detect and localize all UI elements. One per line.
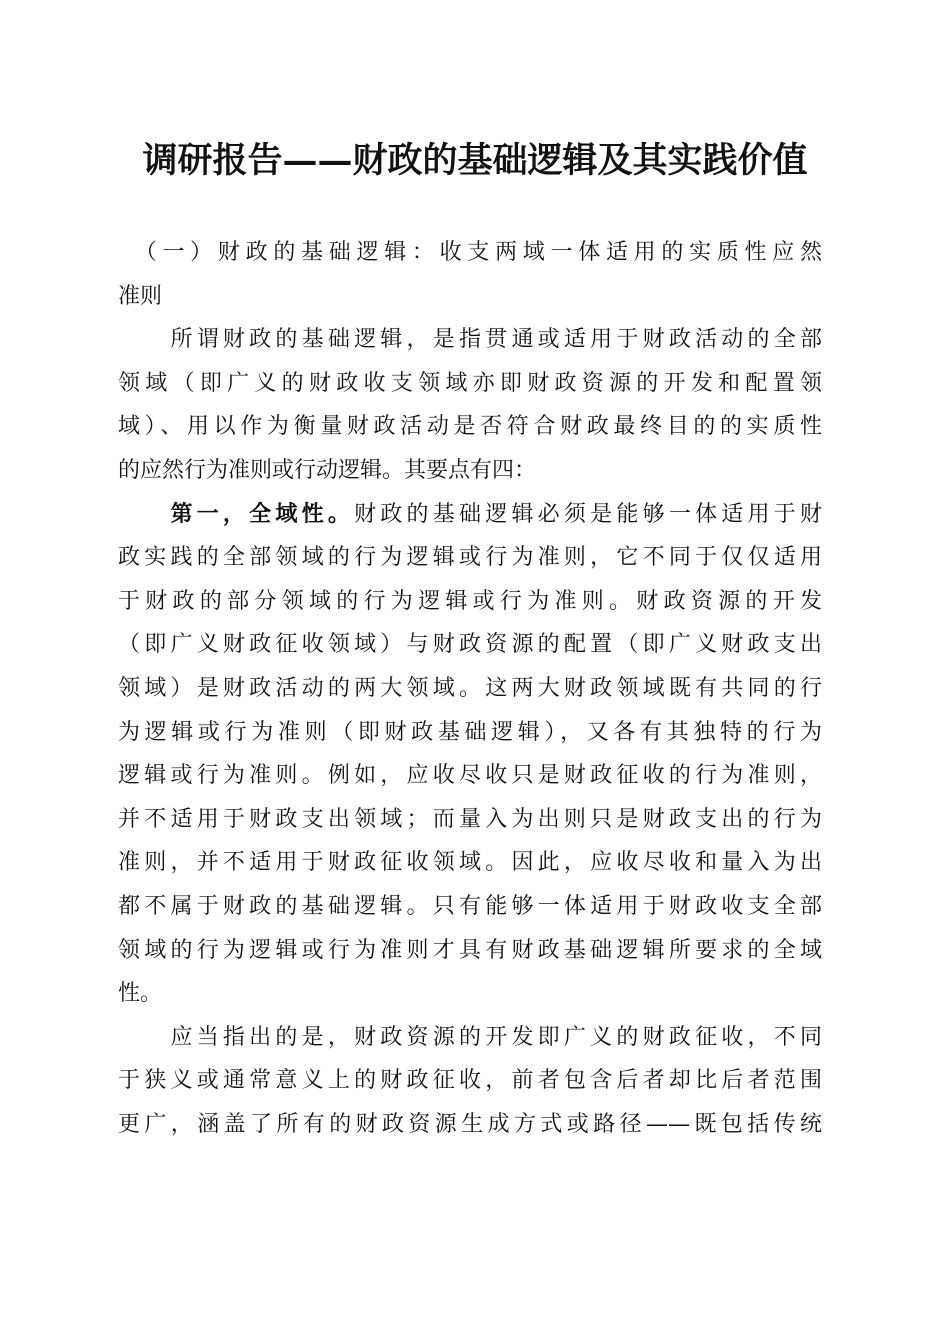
- text-line: [118, 754, 822, 798]
- line-text: 性。: [118, 981, 163, 1007]
- line-text: 逻辑或行为准则。例如，应收尽收只是财政征收的行为准则，: [118, 763, 822, 789]
- line-text: 域）、用以作为衡量财政活动是否符合财政最终目的的实质性: [118, 414, 822, 440]
- line-text: 财政的基础逻辑必须是能够一体适用于财: [354, 501, 822, 527]
- text-line: [118, 493, 822, 537]
- line-text: 为逻辑或行为准则（即财政基础逻辑），又各有其独特的行为: [118, 719, 822, 745]
- paragraph: [118, 493, 822, 1016]
- line-text: （一）财政的基础逻辑：收支两域一体适用的实质性应然: [118, 240, 822, 265]
- document-title: 调研报告——财政的基础逻辑及其实践价值: [142, 140, 808, 181]
- line-text: 更广，涵盖了所有的财政资源生成方式或路径——既包括传统: [118, 1111, 822, 1137]
- line-text: 于狭义或通常意义上的财政征收，前者包含后者却比后者范围: [118, 1068, 822, 1094]
- text-line: [118, 885, 822, 929]
- paragraph: [118, 318, 822, 492]
- line-text: 应当指出的是，财政资源的开发即广义的财政征收，不同: [118, 1024, 822, 1050]
- document-body: [118, 231, 822, 1146]
- section-heading: [118, 231, 822, 318]
- line-text: 政实践的全部领域的行为逻辑或行为准则，它不同于仅仅适用: [118, 545, 822, 571]
- line-text: 领域的行为逻辑或行为准则才具有财政基础逻辑所要求的全域: [118, 937, 822, 963]
- text-line: [118, 405, 822, 449]
- line-text: 领域）是财政活动的两大领域。这两大财政领域既有共同的行: [118, 675, 822, 701]
- line-text: 准则: [118, 283, 163, 309]
- text-line: [118, 1059, 822, 1103]
- text-line: [118, 929, 822, 973]
- paragraph-lead: 第一，全域性。: [118, 500, 355, 527]
- line-text: 并不适用于财政支出领域；而量入为出则只是财政支出的行为: [118, 806, 822, 832]
- line-text: 领域（即广义的财政收支领域亦即财政资源的开发和配置领: [118, 370, 822, 396]
- line-text: 所谓财政的基础逻辑，是指贯通或适用于财政活动的全部: [118, 327, 822, 353]
- text-line: [118, 536, 822, 580]
- line-text: 准则，并不适用于财政征收领域。因此，应收尽收和量入为出: [118, 850, 822, 876]
- text-line: [118, 711, 822, 755]
- text-line: [118, 580, 822, 624]
- text-line: [118, 841, 822, 885]
- text-line: [118, 275, 822, 319]
- line-text: （即广义财政征收领域）与财政资源的配置（即广义财政支出: [118, 632, 822, 658]
- text-line: [118, 972, 822, 1016]
- line-text: 的应然行为准则或行动逻辑。其要点有四：: [118, 457, 537, 483]
- text-line: [118, 362, 822, 406]
- paragraph: [118, 1016, 822, 1147]
- line-text: 于财政的部分领域的行为逻辑或行为准则。财政资源的开发: [118, 588, 822, 614]
- line-text: 都不属于财政的基础逻辑。只有能够一体适用于财政收支全部: [118, 893, 822, 919]
- text-line: [118, 318, 822, 362]
- text-line: [118, 667, 822, 711]
- text-line: [118, 449, 822, 493]
- text-line: [118, 1016, 822, 1060]
- text-line: [118, 1103, 822, 1147]
- text-line: [118, 623, 822, 667]
- text-line: [118, 231, 822, 275]
- text-line: [118, 798, 822, 842]
